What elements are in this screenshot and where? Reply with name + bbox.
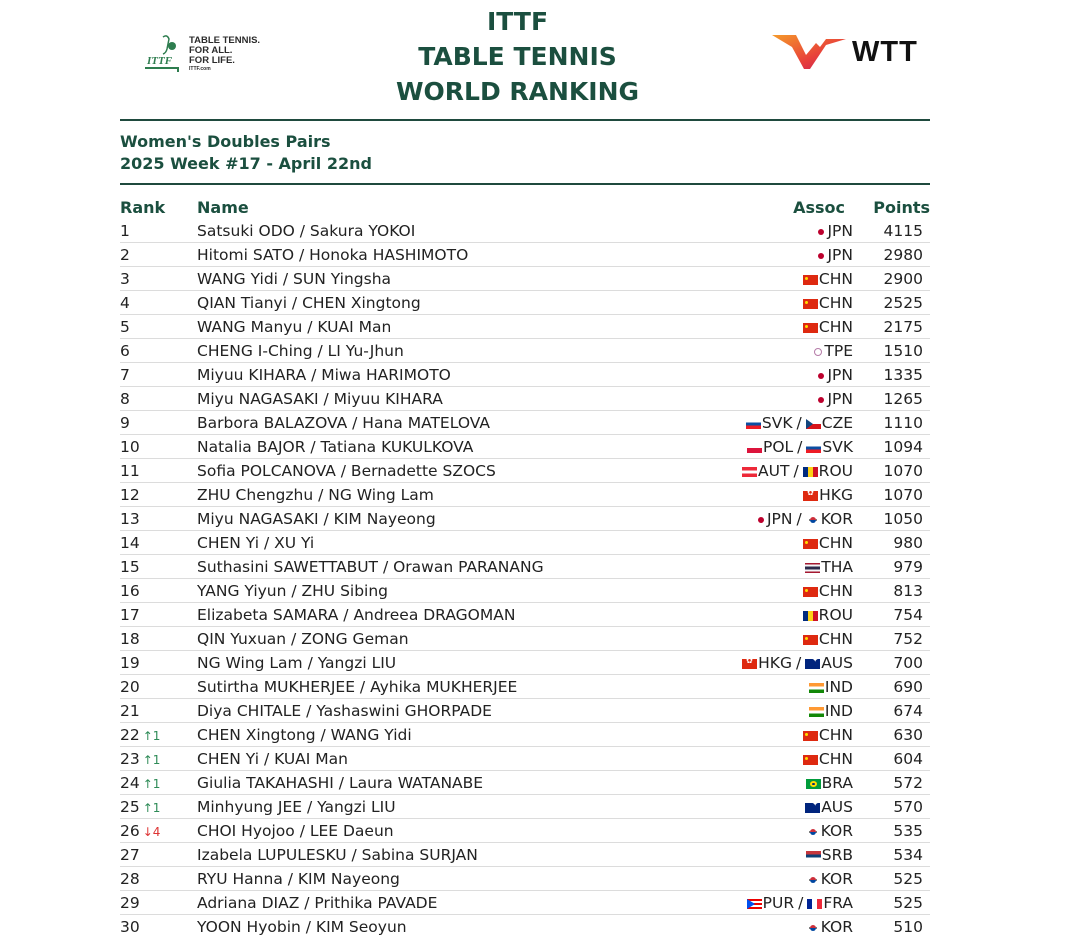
assoc-cell: [715, 675, 863, 699]
column-header-name: Name: [197, 197, 249, 217]
assoc-cell: [715, 363, 863, 387]
rank-cell: [120, 411, 197, 435]
rank-move-up-indicator: ↑1: [142, 728, 161, 743]
assoc-cell: [715, 651, 863, 675]
table-header-row: [120, 195, 930, 219]
points-value: 1070: [863, 459, 930, 483]
ranking-category: Women's Doubles Pairs: [120, 132, 331, 151]
rank-value: 15: [120, 557, 140, 576]
flag-jpn-icon: [814, 251, 826, 261]
flag-hkg-icon: [742, 659, 757, 669]
flag-aut-icon: [742, 467, 757, 477]
rank-value: 9: [120, 413, 130, 432]
assoc-code: KOR: [820, 821, 853, 840]
rank-cell: [120, 267, 197, 291]
pair-name: Sutirtha MUKHERJEE / Ayhika MUKHERJEE: [197, 675, 715, 699]
points-value: 525: [863, 891, 930, 915]
flag-jpn-icon: [814, 227, 826, 237]
points-value: 2900: [863, 267, 930, 291]
assoc-code: JPN: [766, 509, 793, 528]
flag-pol-icon: [747, 443, 762, 453]
table-row: [120, 651, 930, 675]
rank-value: 2: [120, 245, 130, 264]
rank-cell: [120, 651, 197, 675]
assoc-code: CHN: [818, 629, 853, 648]
pair-name: QIAN Tianyi / CHEN Xingtong: [197, 291, 715, 315]
rank-cell: [120, 795, 197, 819]
assoc-cell: [715, 891, 863, 915]
points-value: 510: [893, 917, 923, 936]
rank-move-up-indicator: ↑1: [142, 800, 161, 815]
pair-name: Miyu NAGASAKI / KIM Nayeong: [197, 507, 715, 531]
pair-name: QIN Yuxuan / ZONG Geman: [197, 627, 715, 651]
flag-cze-icon: [806, 419, 821, 429]
rank-cell: [120, 699, 197, 723]
pair-name: CHEN Xingtong / WANG Yidi: [197, 723, 715, 747]
flag-jpn-icon: [754, 515, 766, 525]
assoc-code: CHN: [818, 581, 853, 600]
assoc-code: CZE: [821, 413, 853, 432]
rank-value: 4: [120, 293, 130, 312]
flag-kor-icon: [806, 923, 820, 933]
points-value: 1050: [863, 507, 930, 531]
flag-pur-icon: [747, 899, 762, 909]
rank-value: 20: [120, 677, 140, 696]
rank-value: 19: [120, 653, 140, 672]
column-header-points: Points: [873, 197, 930, 217]
points-value: 4115: [863, 219, 930, 243]
points-value: 1335: [863, 363, 930, 387]
assoc-code: CHN: [818, 269, 853, 288]
points-value: 2525: [863, 291, 930, 315]
pair-name: WANG Manyu / KUAI Man: [197, 315, 715, 339]
table-row: [120, 675, 930, 699]
pair-name: Minhyung JEE / Yangzi LIU: [197, 795, 715, 819]
rank-value: 23: [120, 749, 140, 768]
pair-name: Sofia POLCANOVA / Bernadette SZOCS: [197, 459, 715, 483]
assoc-cell: [715, 795, 863, 819]
points-value: 700: [863, 651, 930, 675]
assoc-code: BRA: [821, 773, 853, 792]
assoc-code: JPN: [827, 221, 853, 240]
flag-ind-icon: [809, 707, 824, 717]
title-line: WORLD RANKING: [395, 77, 640, 106]
points-value: 1265: [863, 387, 930, 411]
assoc-cell: [715, 723, 863, 747]
rank-move-up-indicator: ↑1: [142, 752, 161, 767]
rank-cell: [120, 747, 197, 771]
rank-cell: [120, 771, 197, 795]
assoc-cell: [715, 435, 863, 459]
rank-value: 12: [120, 485, 140, 504]
assoc-code: KOR: [820, 869, 853, 888]
column-header-rank: Rank: [120, 197, 166, 217]
pair-name: Hitomi SATO / Honoka HASHIMOTO: [197, 243, 715, 267]
table-row: [120, 363, 930, 387]
assoc-code: CHN: [818, 317, 853, 336]
assoc-code: THA: [821, 557, 853, 576]
rank-cell: [120, 219, 197, 243]
flag-ind-icon: [809, 683, 824, 693]
rank-value: 16: [120, 581, 140, 600]
assoc-cell: [715, 555, 863, 579]
flag-chn-icon: [803, 539, 818, 549]
table-row: [120, 747, 930, 771]
pair-name: Suthasini SAWETTABUT / Orawan PARANANG: [197, 555, 715, 579]
assoc-cell: [715, 867, 863, 891]
rank-value: 17: [120, 605, 140, 624]
rank-cell: [120, 891, 197, 915]
assoc-code: JPN: [827, 245, 853, 264]
rank-cell: [120, 435, 197, 459]
assoc-separator: /: [797, 437, 803, 456]
rank-value: 3: [120, 269, 130, 288]
assoc-cell: [715, 771, 863, 795]
points-value: 1094: [863, 435, 930, 459]
rank-cell: [120, 243, 197, 267]
rank-cell: [120, 339, 197, 363]
table-row: [120, 387, 930, 411]
rank-cell: [120, 459, 197, 483]
points-value: 604: [863, 747, 930, 771]
rank-value: 28: [120, 869, 140, 888]
table-row: [120, 723, 930, 747]
flag-chn-icon: [803, 323, 818, 333]
pair-name: RYU Hanna / KIM Nayeong: [197, 867, 715, 891]
assoc-code: ROU: [818, 461, 853, 480]
assoc-cell: [715, 579, 863, 603]
pair-name: NG Wing Lam / Yangzi LIU: [197, 651, 715, 675]
assoc-cell: [715, 531, 863, 555]
assoc-cell: [715, 699, 863, 723]
pair-name: Satsuki ODO / Sakura YOKOI: [197, 219, 715, 243]
assoc-code: AUS: [821, 653, 853, 672]
table-row: [120, 531, 930, 555]
assoc-cell: [715, 267, 863, 291]
slogan-line: FOR LIFE.: [189, 55, 235, 66]
points-value: 980: [863, 531, 930, 555]
rank-cell: [120, 531, 197, 555]
flag-jpn-icon: [814, 395, 826, 405]
assoc-code: CHN: [818, 293, 853, 312]
pair-name: CHEN Yi / XU Yi: [197, 531, 715, 555]
assoc-cell: [715, 507, 863, 531]
pair-name: CHENG I-Ching / LI Yu-Jhun: [197, 339, 715, 363]
table-row: [120, 315, 930, 339]
ittf-logo: [145, 33, 285, 75]
table-row: [120, 339, 930, 363]
flag-fra-icon: [807, 899, 822, 909]
assoc-cell: [715, 459, 863, 483]
assoc-separator: /: [793, 461, 799, 480]
assoc-code: KOR: [820, 509, 853, 528]
rank-value: 8: [120, 389, 130, 408]
assoc-code: AUT: [758, 461, 790, 480]
table-row: [120, 483, 930, 507]
table-row: [120, 411, 930, 435]
rank-cell: [120, 915, 197, 938]
assoc-cell: [715, 627, 863, 651]
pair-name: Elizabeta SAMARA / Andreea DRAGOMAN: [197, 603, 715, 627]
assoc-separator: /: [795, 653, 802, 672]
flag-chn-icon: [803, 755, 818, 765]
flag-kor-icon: [806, 875, 820, 885]
points-value: 572: [863, 771, 930, 795]
flag-svk-icon: [806, 443, 821, 453]
rank-cell: [120, 387, 197, 411]
points-value: 813: [863, 579, 930, 603]
points-value: 570: [863, 795, 930, 819]
assoc-code: CHN: [818, 749, 853, 768]
pair-name: ZHU Chengzhu / NG Wing Lam: [197, 483, 715, 507]
table-row: [120, 915, 930, 938]
pair-name: Miyuu KIHARA / Miwa HARIMOTO: [197, 363, 715, 387]
rank-cell: [120, 315, 197, 339]
assoc-separator: /: [796, 413, 802, 432]
assoc-cell: [715, 603, 863, 627]
table-row: [120, 819, 930, 843]
rank-move-up-indicator: ↑1: [142, 776, 161, 791]
assoc-cell: [715, 315, 863, 339]
rank-cell: [120, 723, 197, 747]
table-row: [120, 291, 930, 315]
table-row: [120, 219, 930, 243]
wtt-logo: [770, 33, 930, 73]
points-value: 690: [863, 675, 930, 699]
points-value: 525: [863, 867, 930, 891]
rank-cell: [120, 603, 197, 627]
pair-name: YOON Hyobin / KIM Seoyun: [197, 917, 407, 936]
ittf-url: ITTF.com: [189, 66, 211, 72]
assoc-code: SVK: [822, 437, 853, 456]
ittf-slogan: [189, 36, 260, 73]
rank-cell: [120, 507, 197, 531]
assoc-cell: [715, 747, 863, 771]
rank-value: 1: [120, 221, 130, 240]
assoc-cell: [715, 915, 863, 938]
pair-name: YANG Yiyun / ZHU Sibing: [197, 579, 715, 603]
rank-value: 7: [120, 365, 130, 384]
assoc-code: IND: [824, 701, 853, 720]
rank-cell: [120, 819, 197, 843]
rank-value: 14: [120, 533, 140, 552]
assoc-code: AUS: [821, 797, 853, 816]
flag-chn-icon: [803, 275, 818, 285]
page-header: [120, 0, 930, 120]
assoc-code: FRA: [823, 893, 853, 912]
flag-svk-icon: [746, 419, 761, 429]
table-row: [120, 699, 930, 723]
flag-kor-icon: [806, 515, 820, 525]
points-value: 1110: [863, 411, 930, 435]
rank-value: 10: [120, 437, 140, 456]
rank-value: 29: [120, 893, 140, 912]
pair-name: Miyu NAGASAKI / Miyuu KIHARA: [197, 387, 715, 411]
rank-cell: [120, 843, 197, 867]
pair-name: WANG Yidi / SUN Yingsha: [197, 267, 715, 291]
flag-aus-icon: [805, 659, 820, 669]
rank-value: 6: [120, 341, 130, 360]
slogan-line: TABLE TENNIS.: [189, 35, 261, 46]
assoc-cell: [715, 411, 863, 435]
assoc-cell: [715, 243, 863, 267]
points-value: 630: [863, 723, 930, 747]
assoc-cell: [715, 219, 863, 243]
assoc-separator: /: [796, 509, 802, 528]
assoc-code: CHN: [818, 725, 853, 744]
rank-cell: [120, 483, 197, 507]
ranking-week: 2025 Week #17 - April 22nd: [120, 154, 372, 173]
points-value: 1070: [863, 483, 930, 507]
flag-bra-icon: [806, 779, 821, 789]
flag-chn-icon: [803, 587, 818, 597]
pair-name: Izabela LUPULESKU / Sabina SURJAN: [197, 843, 715, 867]
rank-cell: [120, 627, 197, 651]
assoc-code: ROU: [818, 605, 853, 624]
flag-chn-icon: [803, 731, 818, 741]
svg-text:ITTF: ITTF: [147, 55, 173, 67]
points-value: 2980: [863, 243, 930, 267]
assoc-code: KOR: [820, 917, 853, 936]
pair-name: CHOI Hyojoo / LEE Daeun: [197, 819, 715, 843]
points-value: 535: [863, 819, 930, 843]
rank-value: 27: [120, 845, 140, 864]
rank-value: 26: [120, 821, 140, 840]
flag-aus-icon: [805, 803, 820, 813]
assoc-cell: [715, 819, 863, 843]
flag-srb-icon: [806, 851, 821, 861]
table-row: [120, 555, 930, 579]
rank-value: 22: [120, 725, 140, 744]
table-row: [120, 795, 930, 819]
points-value: 754: [863, 603, 930, 627]
rank-move-down-indicator: ↓4: [142, 824, 161, 839]
flag-kor-icon: [806, 827, 820, 837]
assoc-cell: [715, 339, 863, 363]
title-line: TABLE TENNIS: [418, 42, 617, 71]
table-row: [120, 267, 930, 291]
divider: [120, 183, 930, 185]
table-row: [120, 435, 930, 459]
table-row: [120, 891, 930, 915]
points-value: 1510: [863, 339, 930, 363]
flag-hkg-icon: [803, 491, 818, 501]
flag-chn-icon: [803, 299, 818, 309]
pair-name: Adriana DIAZ / Prithika PAVADE: [197, 891, 715, 915]
ranking-subtitle: [120, 131, 372, 175]
rank-cell: [120, 291, 197, 315]
assoc-code: POL: [762, 437, 794, 456]
points-value: 2175: [863, 315, 930, 339]
pair-name: Diya CHITALE / Yashaswini GHORPADE: [197, 699, 715, 723]
flag-chn-icon: [803, 635, 818, 645]
points-value: 534: [863, 843, 930, 867]
flag-jpn-icon: [814, 371, 826, 381]
wtt-wordmark: WTT: [852, 36, 918, 68]
rank-value: 25: [120, 797, 140, 816]
table-row: [120, 867, 930, 891]
table-row: [120, 771, 930, 795]
divider: [120, 119, 930, 121]
assoc-code: JPN: [827, 365, 853, 384]
flag-tpe-icon: [811, 347, 823, 357]
table-row: [120, 627, 930, 651]
rank-value: 11: [120, 461, 140, 480]
table-row: [120, 579, 930, 603]
title-line: ITTF: [486, 7, 549, 36]
assoc-cell: [715, 483, 863, 507]
points-value: 752: [863, 627, 930, 651]
assoc-code: HKG: [758, 653, 792, 672]
slogan-line: FOR ALL.: [189, 45, 233, 56]
assoc-separator: /: [798, 893, 804, 912]
table-row: [120, 459, 930, 483]
flag-tha-icon: [805, 563, 820, 573]
flag-rou-icon: [803, 467, 818, 477]
page-title: [370, 4, 665, 109]
assoc-code: PUR: [762, 893, 795, 912]
rank-cell: [120, 555, 197, 579]
table-row: [120, 843, 930, 867]
rank-cell: [120, 579, 197, 603]
wtt-wing-icon: [770, 33, 848, 71]
assoc-code: JPN: [827, 389, 853, 408]
ittf-paddle-icon: [145, 33, 183, 73]
assoc-code: CHN: [818, 533, 853, 552]
ranking-table: [120, 195, 930, 938]
pair-name: Natalia BAJOR / Tatiana KUKULKOVA: [197, 435, 715, 459]
table-row: [120, 507, 930, 531]
table-row: [120, 243, 930, 267]
rank-cell: [120, 867, 197, 891]
rank-value: 18: [120, 629, 140, 648]
assoc-code: TPE: [824, 341, 853, 360]
rank-value: 21: [120, 701, 140, 720]
rank-value: 13: [120, 509, 140, 528]
pair-name: Giulia TAKAHASHI / Laura WATANABE: [197, 771, 715, 795]
rank-cell: [120, 675, 197, 699]
flag-rou-icon: [803, 611, 818, 621]
pair-name: CHEN Yi / KUAI Man: [197, 747, 715, 771]
assoc-code: SVK: [761, 413, 793, 432]
assoc-code: SRB: [821, 845, 853, 864]
points-value: 674: [863, 699, 930, 723]
rank-value: 24: [120, 773, 140, 792]
assoc-code: HKG: [819, 485, 853, 504]
pair-name: Barbora BALAZOVA / Hana MATELOVA: [197, 411, 715, 435]
assoc-cell: [715, 387, 863, 411]
rank-value: 30: [120, 917, 140, 936]
assoc-cell: [715, 843, 863, 867]
rank-cell: [120, 363, 197, 387]
assoc-code: IND: [824, 677, 853, 696]
points-value: 979: [863, 555, 930, 579]
assoc-cell: [715, 291, 863, 315]
table-row: [120, 603, 930, 627]
column-header-assoc: Assoc: [793, 197, 845, 217]
rank-value: 5: [120, 317, 130, 336]
